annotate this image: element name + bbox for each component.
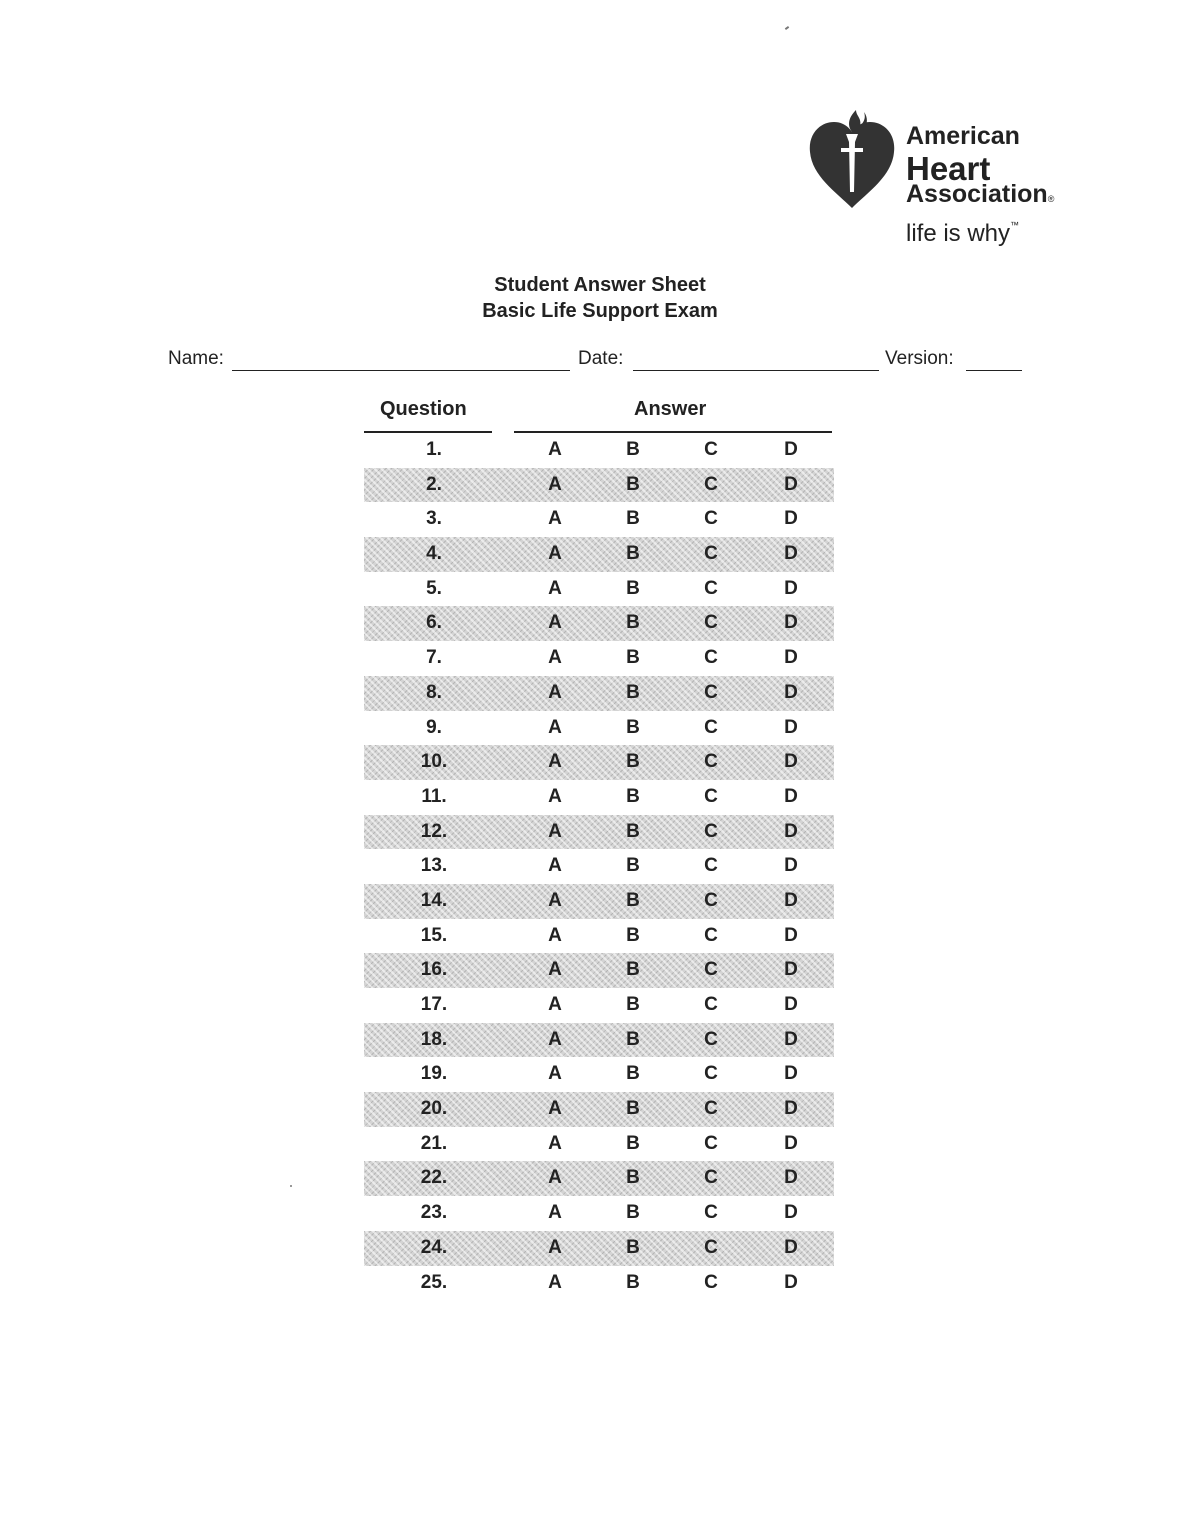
answer-option-b[interactable]: B [626,959,640,981]
question-number: 19. [420,1063,448,1085]
aha-logo [806,104,1086,254]
answer-option-a[interactable]: A [548,924,562,946]
answer-column-header: Answer [634,398,707,420]
answer-option-d[interactable]: D [784,577,798,599]
answer-option-d[interactable]: D [784,612,798,634]
answer-option-a[interactable]: A [548,1132,562,1154]
stray-mark [290,1185,292,1187]
answer-option-c[interactable]: C [704,1098,718,1120]
answer-option-b[interactable]: B [626,855,640,877]
table-row [364,1057,834,1092]
answer-option-c[interactable]: C [704,1271,718,1293]
answer-option-b[interactable]: B [626,473,640,495]
answer-option-a[interactable]: A [548,1063,562,1085]
answer-option-b[interactable]: B [626,577,640,599]
answer-option-a[interactable]: A [548,612,562,634]
logo-tagline-text: life is why [906,220,1011,247]
question-number: 5. [426,577,442,599]
question-number: 4. [426,543,442,565]
question-number: 23. [420,1202,448,1224]
table-row [364,953,834,988]
table-row [364,606,834,641]
answer-option-b[interactable]: B [626,751,640,773]
answer-option-a[interactable]: A [548,994,562,1015]
answer-option-b[interactable]: B [626,1236,640,1258]
stray-mark [785,26,789,30]
date-field[interactable] [633,370,879,371]
answer-option-c[interactable]: C [704,716,718,738]
answer-option-b[interactable]: B [626,889,640,911]
answer-option-b[interactable]: B [626,1167,640,1189]
trademark-mark: ™ [1010,220,1020,230]
answer-option-a[interactable]: A [548,1236,562,1258]
answer-option-a[interactable]: A [548,751,562,773]
answer-option-d[interactable]: D [784,1236,798,1258]
answer-option-c[interactable]: C [704,1167,718,1189]
answer-option-d[interactable]: D [784,439,798,460]
answer-option-c[interactable]: C [704,924,718,946]
question-number: 14. [420,889,448,911]
answer-option-c[interactable]: C [704,889,718,911]
question-number: 21. [420,1132,448,1154]
answer-option-d[interactable]: D [784,820,798,842]
version-label: Version: [885,348,954,369]
answer-option-d[interactable]: D [784,751,798,773]
answer-option-d[interactable]: D [784,473,798,495]
logo-line-3-text: Association [906,180,1048,208]
answer-option-c[interactable]: C [704,959,718,981]
answer-option-b[interactable]: B [626,647,640,669]
answer-option-b[interactable]: B [626,1202,640,1224]
question-number: 8. [426,681,442,703]
table-row [364,1196,834,1231]
answer-option-d[interactable]: D [784,959,798,981]
answer-option-d[interactable]: D [784,1202,798,1224]
answer-option-c[interactable]: C [704,681,718,703]
question-number: 18. [420,1028,448,1050]
table-row [364,919,834,954]
table-row [364,468,834,503]
answer-option-c[interactable]: C [704,647,718,669]
table-row [364,1161,834,1196]
heart-torch-icon [806,104,898,212]
answer-option-a[interactable]: A [548,820,562,842]
answer-option-d[interactable]: D [784,1063,798,1085]
answer-option-c[interactable]: C [704,1028,718,1050]
question-column-header: Question [380,398,467,420]
question-number: 25. [420,1271,448,1293]
document-titles [0,274,1200,326]
answer-option-d[interactable]: D [784,716,798,738]
question-number: 3. [426,508,442,530]
answer-option-a[interactable]: A [548,681,562,703]
document-subtitle: Basic Life Support Exam [482,300,718,322]
answer-option-c[interactable]: C [704,855,718,877]
answer-option-d[interactable]: D [784,855,798,877]
answer-option-a[interactable]: A [548,1202,562,1224]
document-title: Student Answer Sheet [494,274,706,296]
date-label: Date: [578,348,624,369]
answer-option-d[interactable]: D [784,647,798,669]
table-row [364,849,834,884]
table-row [364,676,834,711]
answer-option-d[interactable]: D [784,508,798,530]
answer-option-c[interactable]: C [704,994,718,1015]
table-row [364,1092,834,1127]
question-number: 2. [426,473,442,495]
question-number: 17. [420,994,448,1015]
answer-option-a[interactable]: A [548,889,562,911]
answer-option-a[interactable]: A [548,785,562,807]
answer-option-a[interactable]: A [548,959,562,981]
question-number: 1. [426,439,442,460]
table-row [364,988,834,1023]
answer-option-a[interactable]: A [548,439,562,460]
answer-option-b[interactable]: B [626,994,640,1015]
answer-option-d[interactable]: D [784,994,798,1015]
answer-option-c[interactable]: C [704,820,718,842]
table-row [364,502,834,537]
question-number: 7. [426,647,442,669]
answer-option-a[interactable]: A [548,1271,562,1293]
logo-line-2: Heart [906,150,991,187]
answer-option-a[interactable]: A [548,577,562,599]
logo-line-1: American [906,122,1020,150]
answer-rows [364,433,834,1300]
answer-option-c[interactable]: C [704,785,718,807]
answer-option-a[interactable]: A [548,508,562,530]
logo-tagline [906,220,1019,248]
table-row [364,641,834,676]
table-row [364,884,834,919]
question-number: 24. [420,1236,448,1258]
version-field[interactable] [966,370,1022,371]
question-number: 20. [420,1098,448,1120]
answer-option-c[interactable]: C [704,439,718,460]
answer-option-b[interactable]: B [626,543,640,565]
answer-option-a[interactable]: A [548,716,562,738]
answer-option-a[interactable]: A [548,855,562,877]
question-number: 13. [420,855,448,877]
answer-option-a[interactable]: A [548,1167,562,1189]
answer-option-b[interactable]: B [626,820,640,842]
answer-option-d[interactable]: D [784,1132,798,1154]
question-number: 9. [426,716,442,738]
answer-option-d[interactable]: D [784,924,798,946]
answer-option-c[interactable]: C [704,1132,718,1154]
question-number: 15. [420,924,448,946]
answer-option-b[interactable]: B [626,1132,640,1154]
answer-option-b[interactable]: B [626,1271,640,1293]
answer-option-d[interactable]: D [784,1271,798,1293]
table-row [364,1127,834,1162]
question-number: 11. [421,785,447,807]
question-number: 6. [426,612,442,634]
table-row [364,1266,834,1301]
name-label: Name: [168,348,224,369]
table-row [364,815,834,850]
answer-option-d[interactable]: D [784,681,798,703]
answer-option-c[interactable]: C [704,508,718,530]
answer-option-b[interactable]: B [626,1063,640,1085]
answer-option-b[interactable]: B [626,785,640,807]
logo-line-3 [906,182,1054,208]
student-info-fields [168,348,1028,378]
answer-option-d[interactable]: D [784,1167,798,1189]
answer-option-d[interactable]: D [784,543,798,565]
registered-mark: ® [1047,194,1055,204]
table-row [364,780,834,815]
answer-option-a[interactable]: A [548,543,562,565]
aha-wordmark [906,124,1054,208]
answer-option-c[interactable]: C [704,751,718,773]
answer-option-c[interactable]: C [704,612,718,634]
table-row [364,1231,834,1266]
answer-option-a[interactable]: A [548,647,562,669]
answer-option-c[interactable]: C [704,543,718,565]
answer-option-c[interactable]: C [704,1202,718,1224]
answer-option-d[interactable]: D [784,785,798,807]
table-row [364,433,834,468]
answer-option-b[interactable]: B [626,508,640,530]
answer-option-b[interactable]: B [626,1028,640,1050]
table-row [364,711,834,746]
question-number: 22. [420,1167,448,1189]
answer-option-c[interactable]: C [704,577,718,599]
answer-option-b[interactable]: B [626,612,640,634]
table-row [364,537,834,572]
table-row [364,1023,834,1058]
question-number: 10. [420,751,448,773]
answer-option-d[interactable]: D [784,1028,798,1050]
question-number: 12. [420,820,448,842]
table-row [364,745,834,780]
answer-option-a[interactable]: A [548,1098,562,1120]
question-number: 16. [420,959,448,981]
answer-option-d[interactable]: D [784,889,798,911]
answer-option-b[interactable]: B [626,681,640,703]
answer-option-b[interactable]: B [626,1098,640,1120]
answer-option-a[interactable]: A [548,1028,562,1050]
answer-option-c[interactable]: C [704,473,718,495]
answer-option-b[interactable]: B [626,716,640,738]
answer-option-b[interactable]: B [626,924,640,946]
answer-option-b[interactable]: B [626,439,640,460]
answer-option-c[interactable]: C [704,1236,718,1258]
answer-option-a[interactable]: A [548,473,562,495]
table-row [364,572,834,607]
answer-option-d[interactable]: D [784,1098,798,1120]
name-field[interactable] [232,370,570,371]
answer-option-c[interactable]: C [704,1063,718,1085]
